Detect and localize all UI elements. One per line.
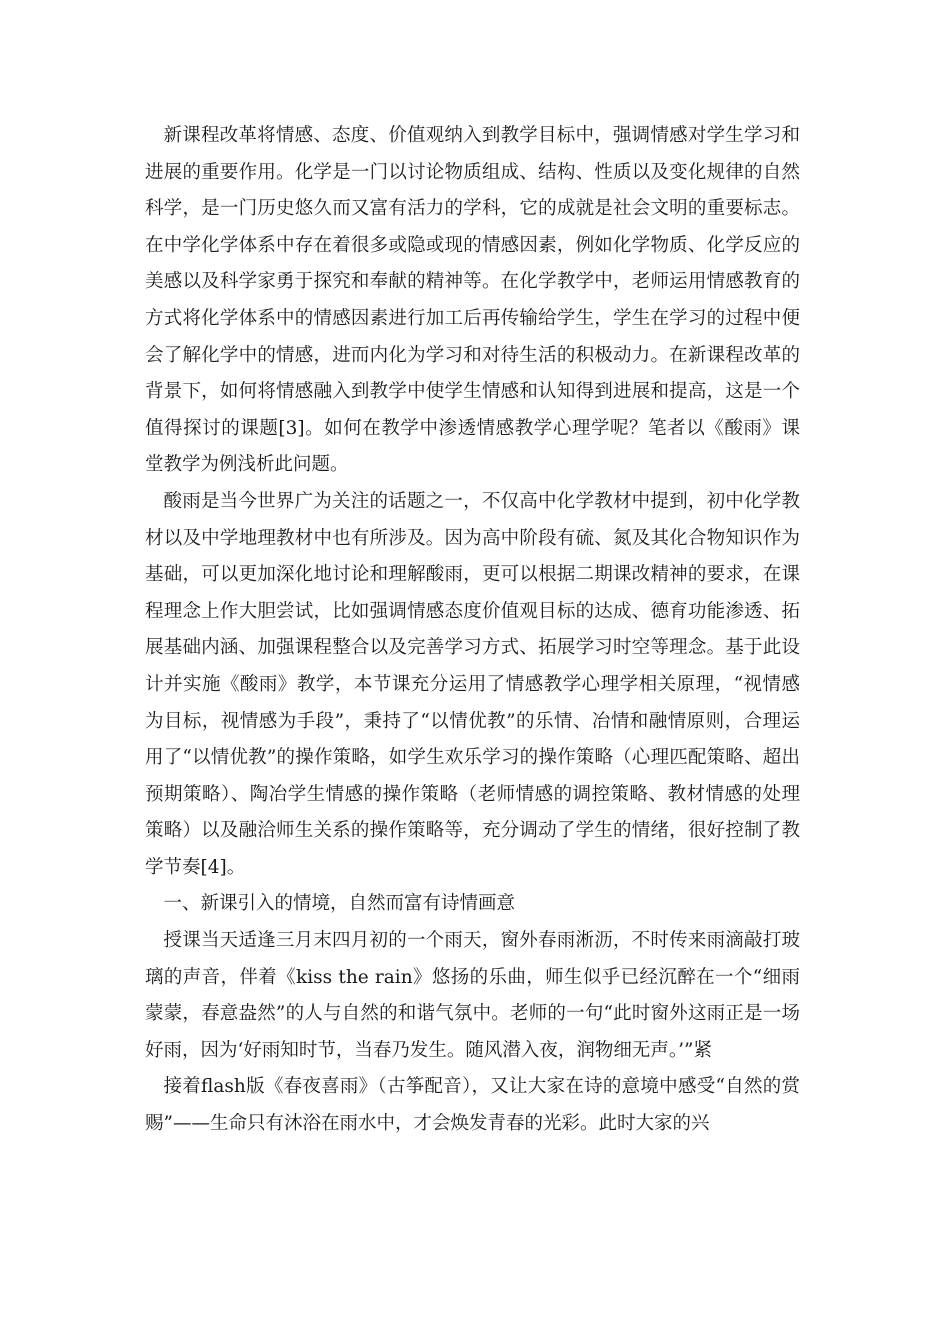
document-body bbox=[145, 118, 800, 1143]
paragraph-lesson-intro: 授课当天适逢三月末四月初的一个雨天，窗外春雨淅沥，不时传来雨滴敲打玻璃的声音，伴着《kiss the rain》悠扬的乐曲，师生似乎已经沉醉在一个“细雨蒙蒙，春意盎然”的人与自然的和谐气氛中。老师的一句“此时窗外这雨正是一场好雨，因为‘好雨知时节，当春乃发生。随风潜入夜，润物细无声。’”紧 bbox=[145, 930, 800, 1061]
paragraph-acid-rain: 酸雨是当今世界广为关注的话题之一，不仅高中化学教材中提到，初中化学教材以及中学地理教材中也有所涉及。因为高中阶段有硫、氮及其化合物知识作为基础，可以更加深化地讨论和理解酸雨，更可以根据二期课改精神的要求，在课程理念上作大胆尝试，比如强调情感态度价值观目标的达成、德育功能渗透、拓展基础内涵、加强课程整合以及完善学习方式、拓展学习时空等理念。基于此设计并实施《酸雨》教学，本节课充分运用了情感教学心理学相关原理，“视情感为目标，视情感为手段”，秉持了“以情优教”的乐情、冶情和融情原则，合理运用了“以情优教”的操作策略，如学生欢乐学习的操作策略（心理匹配策略、超出预期策略）、陶冶学生情感的操作策略（老师情感的调控策略、教材情感的处理策略）以及融洽师生关系的操作策略等，充分调动了学生的情绪，很好控制了教学节奏[4]。 bbox=[145, 490, 800, 878]
paragraph-flash-poem: 接着flash版《春夜喜雨》（古筝配音），又让大家在诗的意境中感受“自然的赏赐”——生命只有沐浴在雨水中，才会焕发青春的光彩。此时大家的兴 bbox=[145, 1076, 800, 1135]
paragraph-intro: 新课程改革将情感、态度、价值观纳入到教学目标中，强调情感对学生学习和进展的重要作用。化学是一门以讨论物质组成、结构、性质以及变化规律的自然科学，是一门历史悠久而又富有活力的学科，它的成就是社会文明的重要标志。在中学化学体系中存在着很多或隐或现的情感因素，例如化学物质、化学反应的美感以及科学家勇于探究和奉献的精神等。在化学教学中，老师运用情感教育的方式将化学体系中的情感因素进行加工后再传输给学生，学生在学习的过程中便会了解化学中的情感，进而内化为学习和对待生活的积极动力。在新课程改革的背景下，如何将情感融入到教学中使学生情感和认知得到进展和提高，这是一个值得探讨的课题[3]。如何在教学中渗透情感教学心理学呢？笔者以《酸雨》课堂教学为例浅析此问题。 bbox=[145, 125, 800, 476]
section-heading: 一、新课引入的情境，自然而富有诗情画意 bbox=[163, 893, 516, 915]
